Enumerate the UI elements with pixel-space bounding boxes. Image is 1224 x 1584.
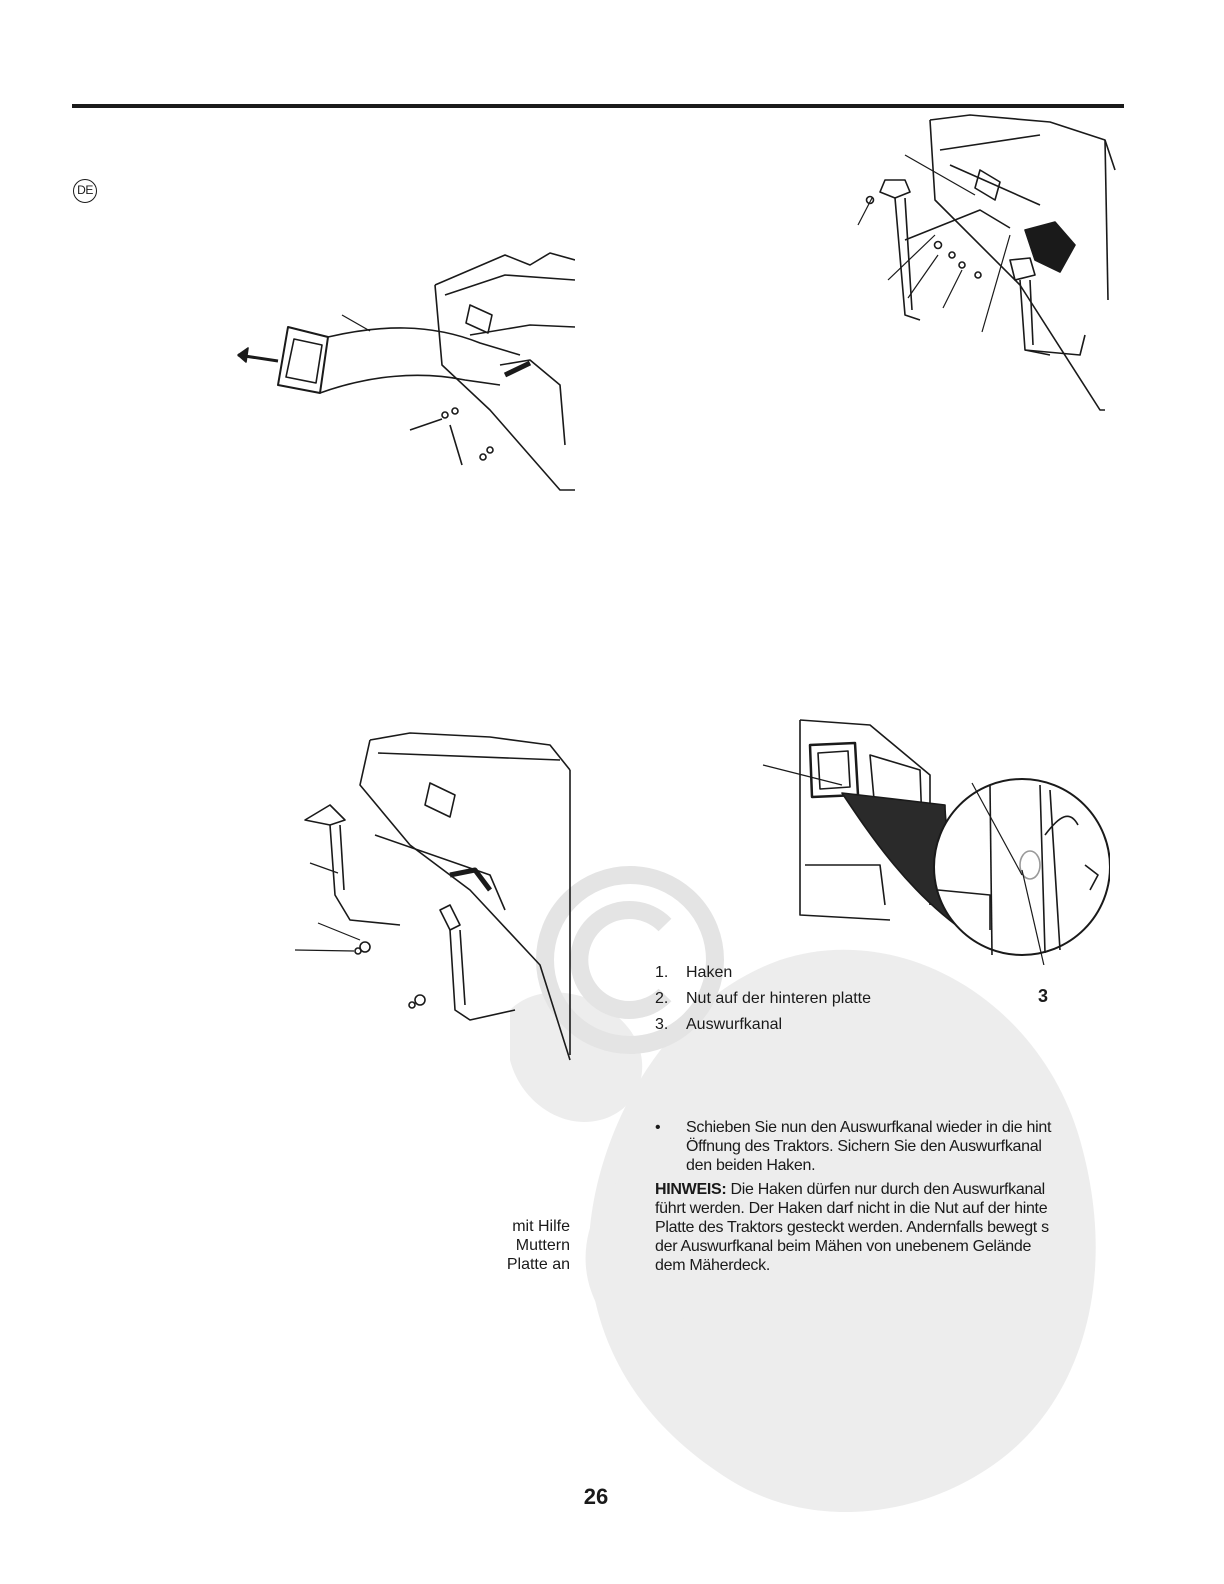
- language-badge: DE: [73, 179, 97, 203]
- figure-hooks-assembly: [850, 110, 1130, 420]
- figure-hook-bracket: [290, 725, 575, 1065]
- legend-number: 1.: [655, 964, 669, 981]
- instruction-bullet: [655, 1118, 1105, 1175]
- legend-item: [655, 986, 871, 1012]
- instruction-text: Schieben Sie nun den Auswurfkanal wieder in die hint Öffnung des Traktors. Sichern Sie den Auswurfkanal den beiden Haken.: [686, 1119, 1052, 1174]
- figure-chute-removal: [230, 235, 575, 500]
- legend-item: [655, 1012, 871, 1038]
- figure-callout-label: 3: [1038, 986, 1049, 1006]
- legend-item: [655, 960, 871, 986]
- bullet-marker: •: [655, 1119, 661, 1136]
- legend-number: 2.: [655, 990, 669, 1007]
- left-column-text-fragment: mit Hilfe Muttern Platte an: [506, 1218, 570, 1273]
- legend-label: Auswurfkanal: [686, 1016, 783, 1033]
- note-text: Die Haken dürfen nur durch den Auswurfkanal führt werden. Der Haken darf nicht in die Nut auf der hinte Platte des Traktors gesteckt werden. Andernfalls bewegt s der Auswurfkanal beim Mähen von unebenem Gelände dem Mäherdeck.: [655, 1181, 1049, 1274]
- note-label: HINWEIS:: [655, 1181, 727, 1198]
- note-paragraph: [655, 1180, 1105, 1275]
- header-rule: [72, 104, 1124, 108]
- page-number: 26: [583, 1484, 609, 1509]
- legend-label: Nut auf der hinteren platte: [686, 990, 872, 1007]
- figure-hook-slot-detail: [760, 715, 1110, 965]
- legend-label: Haken: [686, 964, 733, 981]
- legend-number: 3.: [655, 1016, 669, 1033]
- figure-legend: [655, 960, 871, 1038]
